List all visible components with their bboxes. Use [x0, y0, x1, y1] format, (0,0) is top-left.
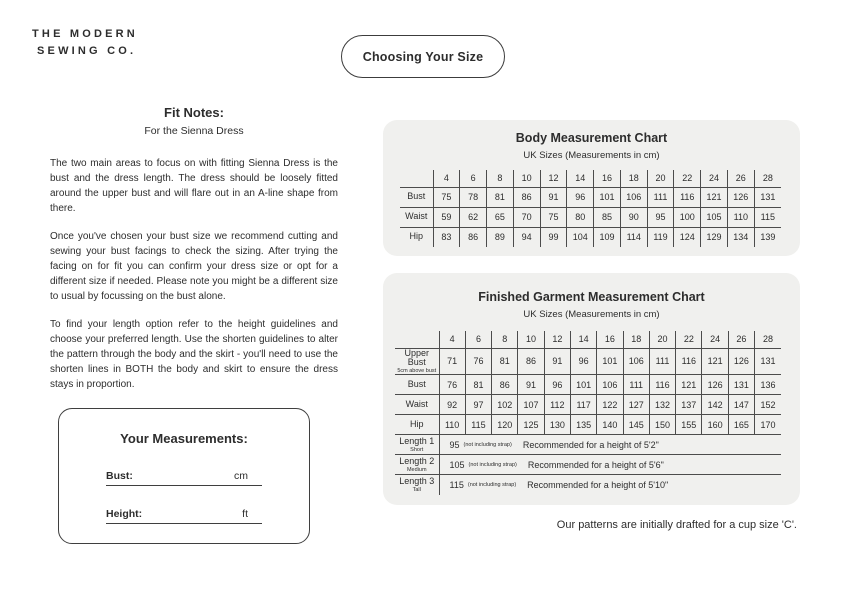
- row-sublabel: Tall: [412, 487, 421, 493]
- measurement-value-cell: 131: [755, 348, 781, 375]
- length-detail-cell: [439, 435, 781, 455]
- measurement-row: [395, 348, 781, 375]
- measurement-value-cell: 122: [597, 395, 623, 415]
- size-header-cell: 18: [620, 170, 647, 187]
- measurement-value-cell: 91: [540, 187, 567, 207]
- measurement-value-cell: 106: [623, 348, 649, 375]
- measurement-value-cell: 116: [676, 348, 702, 375]
- page-title: Choosing Your Size: [362, 49, 484, 64]
- size-header-cell: 28: [755, 331, 781, 348]
- size-header-cell: 20: [649, 331, 675, 348]
- measurement-value-cell: 75: [540, 207, 567, 227]
- measurement-value-cell: 110: [439, 415, 465, 435]
- measurement-field: [106, 458, 262, 486]
- size-header-cell: 4: [433, 170, 460, 187]
- row-label-cell: [395, 415, 439, 435]
- measurement-value-cell: 131: [754, 187, 781, 207]
- row-label: Bust: [407, 191, 426, 202]
- measurement-value-cell: 111: [647, 187, 674, 207]
- size-header-cell: 22: [674, 170, 701, 187]
- measurement-value-cell: 80: [567, 207, 594, 227]
- size-header-cell: 12: [544, 331, 570, 348]
- measurement-value-cell: 142: [702, 395, 728, 415]
- length-recommendation: Recommended for a height of 5'2": [522, 439, 659, 450]
- measurement-value-cell: 137: [676, 395, 702, 415]
- brand-line1: THE MODERN: [32, 28, 138, 40]
- row-label: Length 3: [399, 476, 435, 487]
- fit-notes-paragraphs: [50, 156, 338, 392]
- length-note: (not including strap): [468, 461, 517, 468]
- measurement-value-cell: 65: [487, 207, 514, 227]
- body-chart-title: Body Measurement Chart: [515, 131, 668, 145]
- fit-notes-paragraph: Once you've chosen your bust size we recommend cutting and sewing your bust facings to check the sizing. After trying the facing on for fit you can confirm your dress size or opt for a different size if needed. Please note you might be a different size to usual by focussing on the bust alone.: [50, 231, 338, 302]
- measurement-value-cell: 86: [518, 348, 544, 375]
- size-header-cell: 28: [754, 170, 781, 187]
- measurement-value-cell: 119: [647, 227, 674, 247]
- measurement-value-cell: 124: [674, 227, 701, 247]
- measurement-value-cell: 86: [460, 227, 487, 247]
- row-sublabel: Short: [410, 446, 424, 453]
- row-sublabel: 5cm above bust: [397, 368, 437, 375]
- measurement-value-cell: 121: [701, 187, 728, 207]
- measurement-value-cell: 110: [727, 207, 754, 227]
- measurement-value-cell: 160: [702, 415, 728, 435]
- size-header-cell: 26: [728, 331, 754, 348]
- row-sublabel: Medium: [406, 466, 427, 473]
- measurement-field-label: Height:: [106, 508, 143, 520]
- row-label-cell: [395, 455, 439, 475]
- length-value: 95: [449, 439, 460, 450]
- measurement-value-cell: 170: [755, 415, 781, 435]
- size-header-cell: 14: [567, 170, 594, 187]
- measurement-value-cell: 101: [597, 348, 623, 375]
- measurement-row: [395, 375, 781, 395]
- measurement-value-cell: 102: [492, 395, 518, 415]
- measurement-value-cell: 96: [544, 375, 570, 395]
- measurement-value-cell: 89: [487, 227, 514, 247]
- row-label: Upper Bust: [404, 347, 429, 368]
- measurement-value-cell: 112: [544, 395, 570, 415]
- length-detail-cell: [439, 455, 781, 475]
- measurement-row: [400, 227, 781, 247]
- measurement-value-cell: 71: [439, 348, 465, 375]
- measurement-value-cell: 101: [570, 375, 596, 395]
- measurement-value-cell: 70: [513, 207, 540, 227]
- brand-logo: [32, 26, 138, 59]
- measurement-value-cell: 90: [620, 207, 647, 227]
- size-header-cell: 26: [727, 170, 754, 187]
- length-detail-cell: [439, 475, 781, 495]
- size-header-cell: 24: [702, 331, 728, 348]
- fit-notes-subheading: For the Sienna Dress: [144, 125, 244, 137]
- measurement-value-cell: 95: [647, 207, 674, 227]
- row-label: Length 2: [399, 455, 435, 466]
- measurement-value-cell: 99: [540, 227, 567, 247]
- size-header-cell: 18: [623, 331, 649, 348]
- row-label-cell: [395, 395, 439, 415]
- measurement-value-cell: 130: [544, 415, 570, 435]
- your-measurements-heading: Your Measurements:: [120, 431, 248, 446]
- row-label-cell: [395, 375, 439, 395]
- measurement-value-cell: 107: [518, 395, 544, 415]
- measurement-value-cell: 105: [701, 207, 728, 227]
- size-header-cell: 14: [570, 331, 596, 348]
- row-label-cell: [400, 187, 433, 207]
- measurement-value-cell: 59: [433, 207, 460, 227]
- fit-notes-paragraph: To find your length option refer to the height guidelines and choose your preferred length. Use the shorten guidelines to alter the pattern through the body and the skirt - you'll need to use the shorten lines in BOTH the body and skirt to ensure the dress stays in proportion.: [50, 319, 338, 390]
- measurement-value-cell: 115: [465, 415, 491, 435]
- measurement-value-cell: 81: [492, 348, 518, 375]
- size-header-cell: 10: [513, 170, 540, 187]
- size-header-cell: 16: [594, 170, 621, 187]
- measurement-value-cell: 136: [755, 375, 781, 395]
- row-label-cell: [395, 435, 439, 455]
- measurement-value-cell: 121: [702, 348, 728, 375]
- brand-line2: SEWING CO.: [37, 44, 137, 57]
- measurement-value-cell: 101: [594, 187, 621, 207]
- measurement-value-cell: 100: [674, 207, 701, 227]
- measurement-value-cell: 140: [597, 415, 623, 435]
- fit-notes-paragraph: The two main areas to focus on with fitting Sienna Dress is the bust and the dress length. The dress should be loosely fitted around the upper bust and will flare out in an A-line shape from there.: [50, 158, 338, 214]
- length-recommendation: Recommended for a height of 5'10": [527, 480, 669, 491]
- body-chart-subtitle: UK Sizes (Measurements in cm): [523, 150, 660, 161]
- measurement-value-cell: 76: [439, 375, 465, 395]
- size-header-cell: 8: [492, 331, 518, 348]
- measurement-value-cell: 126: [728, 348, 754, 375]
- row-label: Hip: [409, 418, 424, 429]
- length-detail: [440, 440, 782, 450]
- your-measurements-fields: [106, 458, 262, 524]
- measurement-value-cell: 127: [623, 395, 649, 415]
- size-header-cell: 16: [597, 331, 623, 348]
- measurement-value-cell: 121: [676, 375, 702, 395]
- measurement-value-cell: 155: [676, 415, 702, 435]
- length-recommendation: Recommended for a height of 5'6": [527, 459, 664, 470]
- corner-cell: [395, 331, 439, 348]
- row-label-cell: [395, 475, 439, 495]
- size-header-cell: 4: [439, 331, 465, 348]
- row-label: Waist: [405, 398, 428, 409]
- row-label: Hip: [409, 231, 423, 242]
- length-note: (not including strap): [463, 441, 512, 448]
- size-header-row: [400, 170, 781, 187]
- size-header-row: [395, 331, 781, 348]
- measurement-row: [395, 415, 781, 435]
- measurement-value-cell: 147: [728, 395, 754, 415]
- measurement-value-cell: 117: [570, 395, 596, 415]
- measurement-value-cell: 111: [649, 348, 675, 375]
- measurement-value-cell: 75: [433, 187, 460, 207]
- corner-cell: [400, 170, 433, 187]
- measurement-value-cell: 131: [728, 375, 754, 395]
- size-header-cell: 20: [647, 170, 674, 187]
- measurement-field-label: Bust:: [106, 470, 133, 482]
- measurement-value-cell: 132: [649, 395, 675, 415]
- garment-chart-title: Finished Garment Measurement Chart: [478, 290, 705, 304]
- garment-measurement-chart-panel: [383, 273, 800, 505]
- measurement-value-cell: 145: [623, 415, 649, 435]
- measurement-row: [395, 395, 781, 415]
- measurement-value-cell: 106: [597, 375, 623, 395]
- measurement-value-cell: 109: [594, 227, 621, 247]
- length-row: [395, 475, 781, 495]
- measurement-value-cell: 116: [674, 187, 701, 207]
- measurement-value-cell: 152: [755, 395, 781, 415]
- measurement-value-cell: 120: [492, 415, 518, 435]
- row-label: Length 1: [399, 435, 435, 446]
- measurement-value-cell: 81: [465, 375, 491, 395]
- length-detail: [440, 480, 782, 490]
- measurement-value-cell: 83: [433, 227, 460, 247]
- measurement-value-cell: 125: [518, 415, 544, 435]
- garment-measurement-table: [395, 331, 781, 495]
- measurement-value-cell: 97: [465, 395, 491, 415]
- size-header-cell: 6: [460, 170, 487, 187]
- measurement-row: [400, 207, 781, 227]
- length-value: 105: [449, 459, 465, 470]
- fit-notes-section: [50, 105, 338, 405]
- row-label: Bust: [407, 378, 426, 389]
- measurement-value-cell: 165: [728, 415, 754, 435]
- measurement-value-cell: 94: [513, 227, 540, 247]
- fit-notes-heading: Fit Notes:: [164, 105, 224, 120]
- length-detail: [440, 460, 782, 470]
- measurement-value-cell: 91: [544, 348, 570, 375]
- measurement-value-cell: 134: [727, 227, 754, 247]
- measurement-field: [106, 496, 262, 524]
- row-label-cell: [395, 348, 439, 375]
- measurement-value-cell: 62: [460, 207, 487, 227]
- measurement-value-cell: 85: [594, 207, 621, 227]
- measurement-value-cell: 104: [567, 227, 594, 247]
- page-title-badge: [341, 35, 505, 78]
- measurement-value-cell: 86: [513, 187, 540, 207]
- size-header-cell: 10: [518, 331, 544, 348]
- cup-size-footnote: Our patterns are initially drafted for a cup size 'C'.: [556, 519, 797, 531]
- measurement-value-cell: 86: [492, 375, 518, 395]
- measurement-value-cell: 91: [518, 375, 544, 395]
- measurement-value-cell: 96: [567, 187, 594, 207]
- measurement-value-cell: 116: [649, 375, 675, 395]
- measurement-value-cell: 139: [754, 227, 781, 247]
- size-header-cell: 6: [465, 331, 491, 348]
- measurement-value-cell: 76: [465, 348, 491, 375]
- measurement-value-cell: 78: [460, 187, 487, 207]
- size-header-cell: 8: [487, 170, 514, 187]
- measurement-value-cell: 126: [727, 187, 754, 207]
- measurement-value-cell: 135: [570, 415, 596, 435]
- measurement-value-cell: 81: [487, 187, 514, 207]
- row-label: Waist: [405, 211, 428, 222]
- measurement-value-cell: 92: [439, 395, 465, 415]
- measurement-value-cell: 111: [623, 375, 649, 395]
- length-row: [395, 455, 781, 475]
- body-measurement-table: [400, 170, 781, 247]
- measurement-value-cell: 115: [754, 207, 781, 227]
- size-header-cell: 12: [540, 170, 567, 187]
- length-row: [395, 435, 781, 455]
- body-measurement-chart-panel: [383, 120, 800, 256]
- measurement-row: [400, 187, 781, 207]
- your-measurements-box: [58, 408, 310, 544]
- length-value: 115: [449, 480, 464, 491]
- measurement-value-cell: 129: [701, 227, 728, 247]
- measurement-value-cell: 126: [702, 375, 728, 395]
- measurement-value-cell: 150: [649, 415, 675, 435]
- garment-chart-subtitle: UK Sizes (Measurements in cm): [523, 309, 660, 320]
- row-label-cell: [400, 227, 433, 247]
- measurement-value-cell: 114: [620, 227, 647, 247]
- length-note: (not including strap): [467, 482, 517, 489]
- measurement-value-cell: 96: [570, 348, 596, 375]
- size-header-cell: 24: [701, 170, 728, 187]
- size-header-cell: 22: [676, 331, 702, 348]
- row-label-cell: [400, 207, 433, 227]
- measurement-value-cell: 106: [620, 187, 647, 207]
- measurement-field-unit: ft: [242, 508, 248, 520]
- measurement-field-unit: cm: [234, 470, 248, 482]
